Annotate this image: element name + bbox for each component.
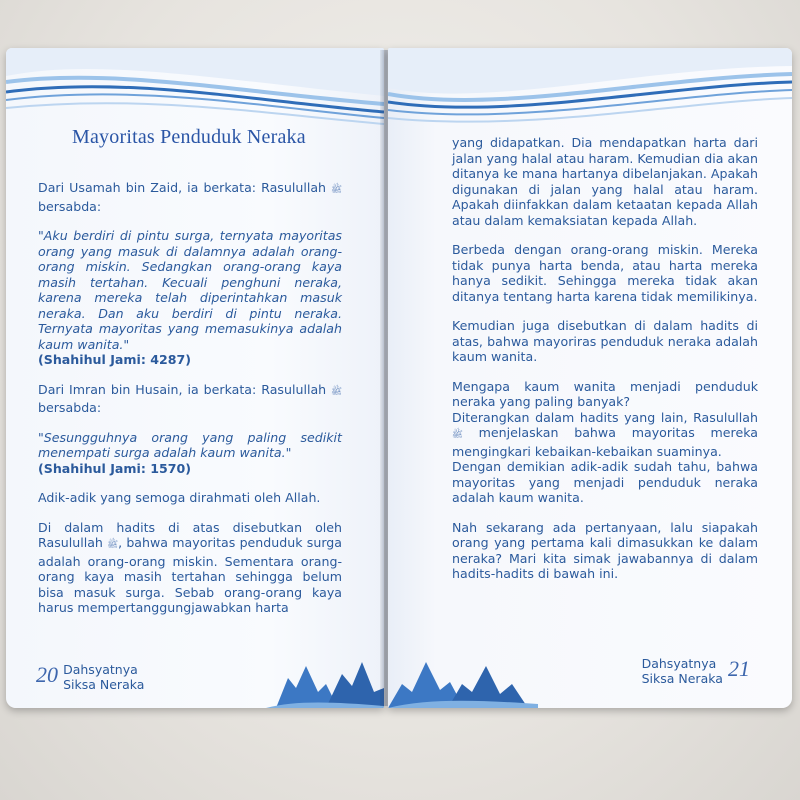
hadith-quote: "Aku berdiri di pintu surga, ternyata mayoritas orang yang masuk di dalamnya adalah orang-orang miskin. Sedangkan orang-orang kaya masih tertahan. Kecuali penghuni neraka, karena mereka telah diperintahkan masuk neraka. Dan aku berdiri di pintu neraka. Ternyata mayoritas yang memasukinya adalah kaum wanita." [38,228,342,352]
paragraph: Berbeda dengan orang-orang miskin. Mereka tidak punya harta benda, atau harta mereka hanya sedikit. Sehingga mereka tidak akan ditanya tentang harta karena tidak memilikinya. [452,242,758,304]
paragraph-text: menjelaskan bahwa mayoritas mereka mengingkari kebaikan-kebaikan suaminya. [452,425,758,459]
right-footer [642,656,750,686]
honorific-glyph: ﷺ [331,185,342,195]
left-corner-rocks [266,648,384,708]
paragraph: Adik-adik yang semoga dirahmati oleh Allah. [38,490,321,505]
page-number: 21 [728,656,750,681]
narration-text: Dari Usamah bin Zaid, ia berkata: Rasulullah [38,180,327,195]
hadith-quote: "Sesungguhnya orang yang paling sedikit menempati surga adalah kaum wanita." [38,429,342,460]
hadith-reference: (Shahihul Jami: 4287) [38,352,192,367]
narration-text: Dari Imran bin Husain, ia berkata: Rasulullah [38,381,327,397]
honorific-glyph: ﷺ [107,540,119,550]
narration-text: bersabda: [38,198,102,214]
page-title: Mayoritas Penduduk Neraka [72,126,306,148]
narration-line [38,180,342,214]
paragraph: Nah sekarang ada pertanyaan, lalu siapakah orang yang pertama kali dimasukkan ke dalam neraka? Mari kita simak jawabannya di dalam hadits-hadits di bawah ini. [452,519,758,581]
paragraph: yang didapatkan. Dia mendapatkan harta dari jalan yang halal atau haram. Kemudian dia akan ditanya ke mana hartanya dibelanjakan. Apakah digunakan di jalan yang halal atau haram. Apakah diinfakkan dalam ketaatan kepada Allah atau dalam kemaksiatan kepada Allah. [452,135,758,228]
page-number: 20 [36,662,58,687]
narration-text: bersabda: [38,400,102,415]
paragraph: Dengan demikian adik-adik sudah tahu, bahwa mayoritas yang menjadi penduduk neraka adalah kaum wanita. [452,459,758,505]
footer-line: Siksa Neraka [63,677,145,692]
paragraph: Mengapa kaum wanita menjadi penduduk neraka yang paling banyak? [452,378,758,409]
paragraph-text: , bahwa mayoritas penduduk surga adalah orang-orang miskin. Sementara orang-orang kaya masih tertahan sehingga belum bisa masuk surga. Sebab orang-orang kaya harus mempertanggungjawabkan harta [38,535,342,615]
paragraph-text: Di dalam hadits di atas disebutkan oleh Rasulullah [38,519,342,550]
right-page-body [452,135,758,582]
footer-line: Siksa Neraka [641,671,723,686]
narration-line [38,382,342,416]
hadith-reference: (Shahihul Jami: 1570) [38,460,192,476]
paragraph [452,410,758,460]
book-title-footer [642,656,723,686]
honorific-glyph: ﷺ [331,386,342,397]
right-corner-rocks [388,644,538,708]
honorific-glyph: ﷺ [452,430,463,440]
paragraph [38,520,342,616]
paragraph: Kemudian juga disebutkan di dalam hadits di atas, bahwa mayoriras penduduk neraka adalah kaum wanita. [452,318,758,364]
left-footer [36,662,144,692]
footer-line: Dahsyatnya [641,656,717,671]
paragraph-text: Diterangkan dalam hadits yang lain, Rasulullah [452,409,758,425]
footer-line: Dahsyatnya [63,662,138,677]
left-page-body [38,180,342,616]
book-title-footer [63,662,144,692]
